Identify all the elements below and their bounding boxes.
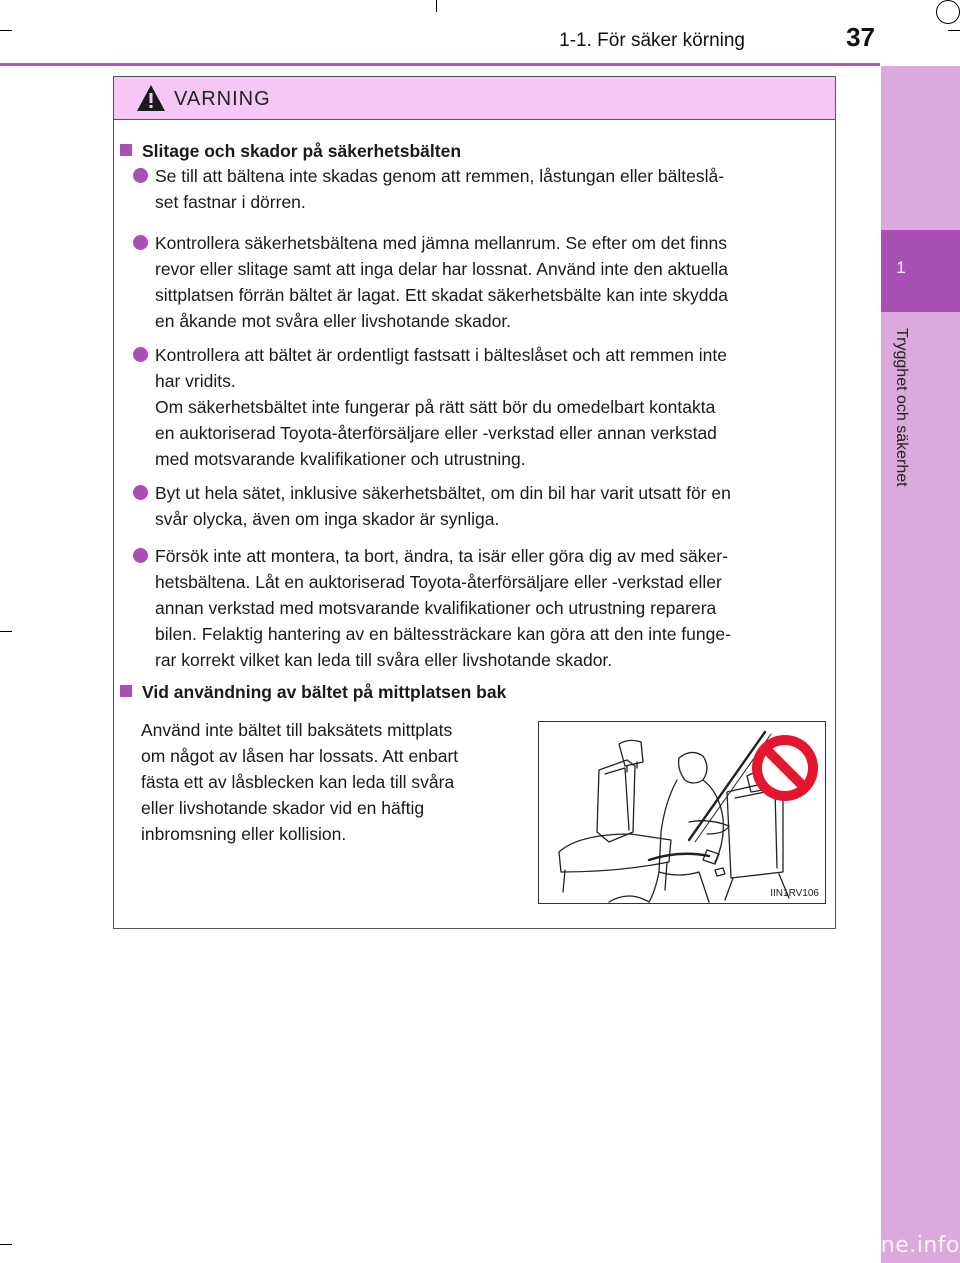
bullet-icon [133, 235, 148, 250]
chapter-number: 1 [896, 258, 906, 277]
registration-mark-top-right [936, 0, 960, 24]
bullet-item: Kontrollera säkerhetsbältena med jämna mellanrum. Se efter om det finns revor eller slitage samt att inga delar har lossnat. Använd inte den aktuella sittplatsen förrän bältet är lagat. Ett skadat säkerhetsbälte kan inte skydda en åkande mot svåra eller livshotande skador. [155, 230, 828, 334]
bullet-icon [133, 347, 148, 362]
crop-mark-bottom-left [0, 1244, 12, 1245]
bullet-item: Se till att bältena inte skadas genom att remmen, låstungan eller bälteslå- set fastnar i dörren. [155, 163, 828, 215]
crop-mark-top-center [436, 0, 437, 12]
bullet-icon [133, 548, 148, 563]
section-title: 1-1. För säker körning [559, 30, 745, 51]
illustration-code: IIN1RV106 [770, 888, 819, 899]
page-number: 37 [846, 22, 875, 52]
warning-title: VARNING [174, 88, 271, 110]
bullet-icon [133, 485, 148, 500]
crop-mark-mid-left [0, 631, 12, 632]
warning-box: VARNING Slitage och skador på säkerhetsbälten Se till att bältena inte skadas genom att remmen, låstungan eller bälteslå- set fastnar i dörren. Kontrollera säkerhetsbältena med jämna mellanrum. Se efter om det finns revor eller slitage samt att inga delar har lossnat. Använd inte den aktuella sittplatsen förrän bältet är lagat. Ett skadat säkerhetsbälte kan inte skydda en åkande mot svåra eller livshotande skador. Kontrollera att bältet är ordentligt fastsatt i bälteslåset och att remmen inte har vridits. Om säkerhetsbältet inte fungerar på rätt sätt bör du omedelbart kontakta en auktoriserad Toyota-återförsäljare eller -verkstad eller annan verkstad med motsvarande kvalifikationer och utrustning. Byt ut hela sätet, inklusive säkerhetsbältet, om din bil har varit utsatt för en svår olycka, även om inga skador är synliga. Försök inte att montera, ta bort, ändra, ta isär eller göra dig av med säker- hetsbältena. Låt en auktoriserad Toyota-återförsäljare eller -verkstad eller annan verkstad med motsvarande kvalifikationer och utrustning reparera bilen. Felaktig hantering av en bältessträckare kan göra att den inte funge- rar korrekt vilket kan leda till svåra eller livshotande skador. Vid användning av bältet på mittplatsen bak Använd inte bältet till baksätets mittplats om något av låsen har lossats. Att enbart fästa ett av låsblecken kan leda till svåra eller livshotande skador vid en häftig inbromsning eller kollision. IIN1RV106 [113, 76, 836, 929]
header-rule [0, 63, 880, 66]
rear-seat-drawing [539, 722, 825, 903]
watermark: carmanualsonline.info [706, 1233, 960, 1258]
prohibition-icon [752, 735, 818, 801]
bullet-item: Kontrollera att bältet är ordentligt fastsatt i bälteslåset och att remmen inte har vridits. Om säkerhetsbältet inte fungerar på rätt sätt bör du omedelbart kontakta en auktoriserad Toyota-återförsäljare eller -verkstad eller annan verkstad med motsvarande kvalifikationer och utrustning. [155, 342, 828, 472]
middle-seat-text: Använd inte bältet till baksätets mittplats om något av låsen har lossats. Att enbart fästa ett av låsblecken kan leda till svåra eller livshotande skador vid en häftig inbromsning eller kollision. [141, 720, 459, 844]
section-marker-icon [120, 144, 132, 156]
chapter-title: Trygghet och säkerhet [893, 328, 910, 487]
side-tab-upper [881, 66, 960, 230]
bullet-icon [133, 168, 148, 183]
warning-triangle-icon [136, 84, 166, 112]
bullet-item: Byt ut hela sätet, inklusive säkerhetsbältet, om din bil har varit utsatt för en svår olycka, även om inga skador är synliga. [155, 480, 828, 532]
crop-mark-top-right [948, 30, 960, 31]
warning-header [114, 77, 835, 120]
seatbelt-illustration [538, 721, 826, 904]
bullet-item: Försök inte att montera, ta bort, ändra, ta isär eller göra dig av med säker- hetsbältena. Låt en auktoriserad Toyota-återförsäljare eller -verkstad eller annan verkstad med motsvarande kvalifikationer och utrustning reparera bilen. Felaktig hantering av en bältessträckare kan göra att den inte funge- rar korrekt vilket kan leda till svåra eller livshotande skador. [155, 543, 828, 673]
section-marker-icon [120, 685, 132, 697]
